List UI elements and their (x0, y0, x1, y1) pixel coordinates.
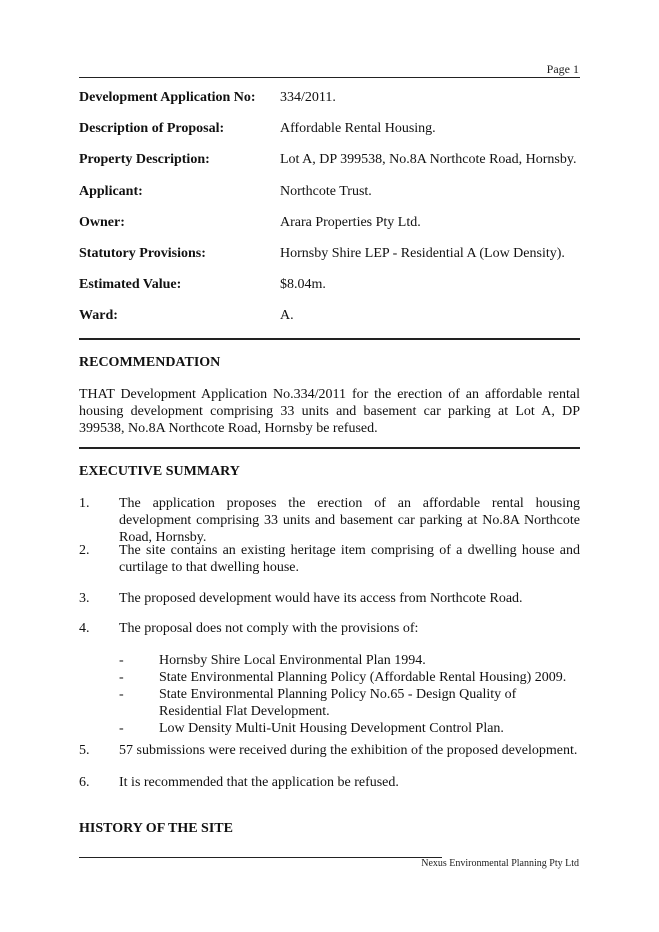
item-number: 2. (79, 543, 90, 558)
detail-label: Owner: (79, 214, 125, 230)
item-text: The application proposes the erection of an affordable rental housing development comprising 33 units and basement car parking at No.8A Northcote Road, Hornsby. (119, 496, 580, 545)
item-text: The proposed development would have its access from Northcote Road. (119, 591, 523, 606)
application-details (79, 90, 580, 340)
detail-row (79, 308, 580, 339)
footer-company: Nexus Environmental Planning Pty Ltd (421, 858, 579, 869)
item-number: 4. (79, 621, 90, 636)
item-text: 57 submissions were received during the exhibition of the proposed development. (119, 743, 578, 758)
detail-row (79, 246, 580, 277)
footer-rule (79, 857, 442, 858)
sub-item-text: State Environmental Planning Policy No.65 - Design Quality of Residential Flat Development. (159, 687, 517, 719)
item-number: 1. (79, 496, 90, 511)
detail-value: Arara Properties Pty Ltd. (280, 214, 421, 230)
recommendation-heading: RECOMMENDATION (79, 355, 221, 370)
detail-row (79, 215, 580, 246)
item-text: It is recommended that the application be refused. (119, 775, 399, 790)
detail-value: $8.04m. (280, 277, 326, 293)
sub-item-text: State Environmental Planning Policy (Affordable Rental Housing) 2009. (159, 670, 567, 685)
detail-value: 334/2011. (280, 90, 336, 105)
detail-label: Ward: (79, 308, 118, 324)
detail-row (79, 184, 580, 215)
detail-value: A. (280, 308, 294, 324)
detail-value: Hornsby Shire LEP - Residential A (Low Density). (280, 245, 565, 261)
detail-row (79, 121, 580, 152)
detail-label: Estimated Value: (79, 277, 182, 293)
detail-value: Northcote Trust. (280, 183, 372, 199)
bullet-dash: - (119, 721, 124, 736)
detail-row (79, 90, 580, 121)
detail-label: Development Application No: (79, 90, 256, 105)
header-rule (79, 77, 580, 78)
detail-value: Lot A, DP 399538, No.8A Northcote Road, Hornsby. (280, 152, 577, 168)
detail-row (79, 152, 580, 183)
detail-label: Property Description: (79, 152, 210, 168)
executive-summary-heading: EXECUTIVE SUMMARY (79, 464, 240, 479)
recommendation-text: THAT Development Application No.334/2011 for the erection of an affordable rental housing development comprising 33 units and basement car parking at Lot A, DP 399538, No.8A Northcote Road, Hornsby be refused. (79, 387, 580, 436)
history-heading: HISTORY OF THE SITE (79, 821, 233, 836)
item-text: The proposal does not comply with the provisions of: (119, 621, 419, 636)
item-number: 6. (79, 775, 90, 790)
bullet-dash: - (119, 653, 124, 668)
sub-item-text: Low Density Multi-Unit Housing Development Control Plan. (159, 721, 504, 736)
detail-label: Statutory Provisions: (79, 245, 206, 261)
section-rule (79, 447, 580, 449)
item-number: 3. (79, 591, 90, 606)
detail-value: Affordable Rental Housing. (280, 121, 436, 137)
item-text: The site contains an existing heritage item comprising of a dwelling house and curtilage to that dwelling house. (119, 543, 580, 575)
page-number: Page 1 (546, 62, 579, 76)
detail-label: Applicant: (79, 183, 143, 199)
bullet-dash: - (119, 670, 124, 685)
bullet-dash: - (119, 687, 124, 702)
section-rule (79, 338, 580, 340)
item-number: 5. (79, 743, 90, 758)
detail-label: Description of Proposal: (79, 121, 225, 137)
sub-item-text: Hornsby Shire Local Environmental Plan 1994. (159, 653, 426, 668)
detail-row (79, 277, 580, 308)
